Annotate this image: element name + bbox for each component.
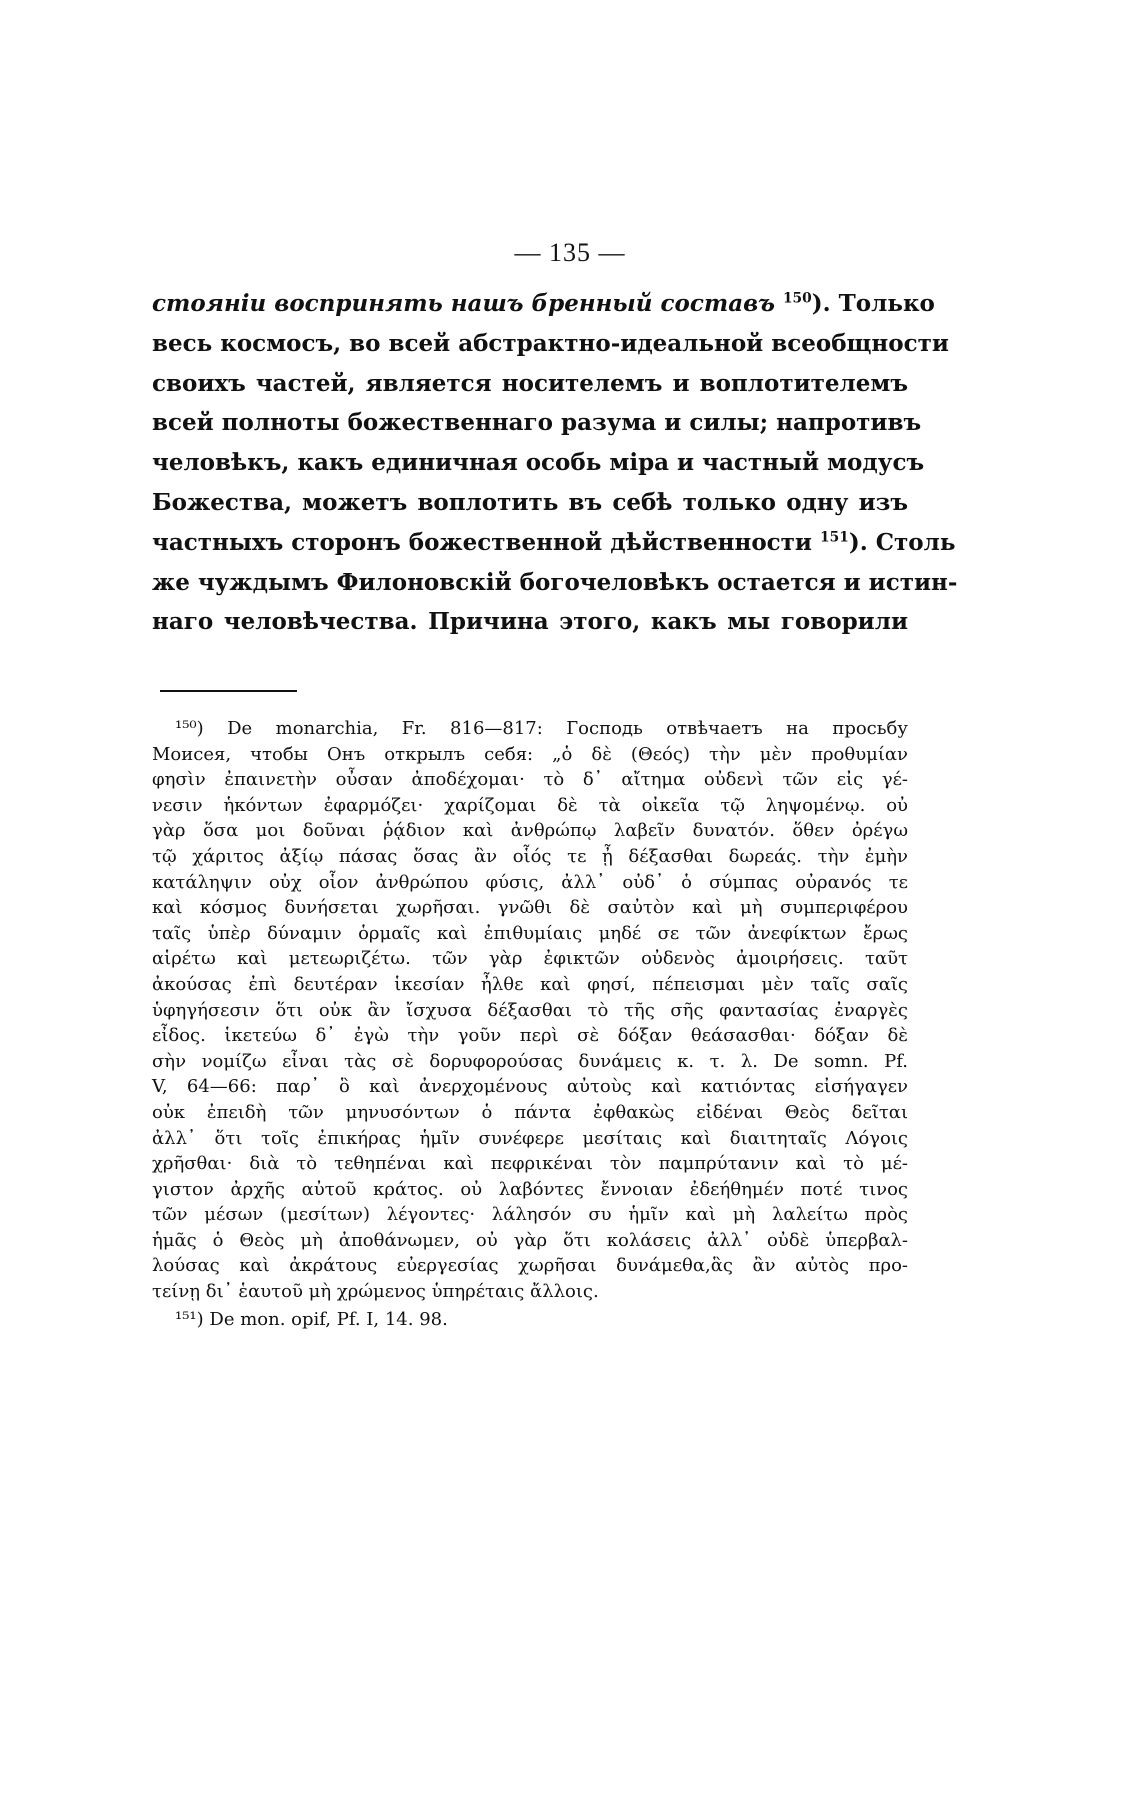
footnote-150-line: χρῆσθαι· διὰ τὸ τεθηπέναι καὶ πεφρικέναι τὸν παμπρύτανιν καὶ τὸ μέ- <box>152 1153 908 1175</box>
footnote-151: ¹⁵¹) De mon. opif, Pf. I, 14. 98. <box>175 1308 448 1330</box>
main-text-line: всей полноты божественнаго разума и силы; напротивъ <box>152 409 922 437</box>
footnote-150-line: σὴν νομίζω εἶναι τὰς σὲ δορυφορούσας δυνάμεις κ. τ. λ. De somn. Pf. <box>152 1050 908 1072</box>
footnote-150-line: γὰρ ὅσα μοι δοῦναι ῥᾴδιον καὶ ἀνθρώπῳ λαβεῖν δυνατόν. ὅθεν ὀρέγω <box>152 820 908 842</box>
footnote-150-line: ἀκούσας ἐπὶ δευτέραν ἱκεσίαν ἦλθε καὶ φησί, πέπεισμαι μὲν ταῖς σαῖς <box>152 973 908 995</box>
footnote-150-line: τείνῃ δι᾽ ἑαυτοῦ μὴ χρώμενος ὑπηρέταις ἄλλοις. <box>152 1281 599 1303</box>
footnote-separator <box>160 690 297 692</box>
footnotes <box>152 716 908 1332</box>
main-text-line: своихъ частей, является носителемъ и воплотителемъ <box>152 369 908 397</box>
footnote-150-line: ταῖς ὑπὲρ δύναμιν ὁρμαῖς καὶ ἐπιθυμίαις μηδέ σε τῶν ἀνεφίκτων ἔρως <box>152 922 908 944</box>
main-text-line: стояніи воспринять нашъ бренный составъ $^{150}$). Только <box>152 290 935 317</box>
footnote-ref-150: 150 <box>782 290 812 307</box>
footnote-150-line: λούσας καὶ ἀκράτους εὐεργεσίας χωρῆσαι δυνάμεθα,ἃς ἂν αὐτὸς προ- <box>152 1255 908 1277</box>
footnote-150-line: οὐκ ἐπειδὴ τῶν μηνυσόντων ὁ πάντα ἐφθακὼς εἰδέναι Θεὸς δεῖται <box>152 1101 908 1123</box>
footnote-150-line: Моисея, чтобы Онъ открылъ себя: „ὁ δὲ (Θεός) τὴν μὲν προθυμίαν <box>152 743 908 765</box>
main-text-line: наго человѣчества. Причина этого, какъ мы говорили <box>152 608 908 636</box>
footnote-ref-151: 151 <box>820 529 849 546</box>
footnote-150-line: αἱρέτω καὶ μετεωριζέτω. τῶν γὰρ ἐφικτῶν οὐδενὸς ἀμοιρήσεις. ταῦτ <box>152 948 908 970</box>
main-text-line: человѣкъ, какъ единичная особь міра и частный модусъ <box>152 449 925 477</box>
footnote-150-line: ἡμᾶς ὁ Θεὸς μὴ ἀποθάνωμεν, οὐ γὰρ ὅτι κολάσεις ἀλλ᾽ οὐδὲ ὑπερβαλ- <box>152 1229 908 1251</box>
footnote-150-line: φησὶν ἐπαινετὴν οὖσαν ἀποδέχομαι· τὸ δ᾽ αἴτημα οὐδενὶ τῶν εἰς γέ- <box>152 769 908 791</box>
main-text-line: весь космосъ, во всей абстрактно-идеальной всеобщности <box>152 329 949 357</box>
footnote-150-line: V, 64—66: παρ᾽ ὃ καὶ ἀνερχομένους αὐτοὺς καὶ κατιόντας εἰσήγαγεν <box>152 1076 908 1098</box>
footnote-150-line: γιστον ἀρχῆς αὐτοῦ κράτος. οὐ λαβόντες ἔννοιαν ἐδεήθημέν ποτέ τινος <box>152 1178 908 1200</box>
footnote-150-line: ¹⁵⁰) De monarchia, Fr. 816—817: Господь отвѣчаетъ на просьбу <box>175 718 908 739</box>
main-text-line: же чуждымъ Филоновскій богочеловѣкъ остается и истин- <box>152 568 958 596</box>
footnote-150-line: τῶν μέσων (μεσίτων) λέγοντες· λάλησόν συ ἡμῖν καὶ μὴ λαλείτω πρὸς <box>152 1204 908 1226</box>
main-text-italic-phrase: стояніи воспринять нашъ бренный составъ <box>152 290 775 317</box>
main-text-line: частныхъ сторонъ божественной дѣйственности $^{151}$). Столь <box>152 528 956 556</box>
page-number: — 135 — <box>514 238 626 267</box>
footnote-150-line: νεσιν ἡκόντων ἐφαρμόζει· χαρίζομαι δὲ τὰ οἰκεῖα τῷ ληψομένῳ. οὐ <box>152 794 908 816</box>
main-text-line: Божества, можетъ воплотить въ себѣ только одну изъ <box>152 488 908 516</box>
footnote-150-line: ὑφηγήσεσιν ὅτι οὐκ ἂν ἴσχυσα δέξασθαι τὸ τῆς σῆς φαντασίας ἐναργὲς <box>152 999 908 1021</box>
main-text <box>152 284 958 642</box>
footnote-150-line: κατάληψιν οὐχ οἷον ἀνθρώπου φύσις, ἀλλ᾽ οὐδ᾽ ὁ σύμπας οὐρανός τε <box>152 871 908 893</box>
footnote-150-line: καὶ κόσμος δυνήσεται χωρῆσαι. γνῶθι δὲ σαὐτὸν καὶ μὴ συμπεριφέρου <box>152 897 908 919</box>
footnote-150-line: τῷ χάριτος ἀξίῳ πάσας ὅσας ἂν οἷός τε ᾖ δέξασθαι δωρεάς. τὴν ἐμὴν <box>152 845 908 867</box>
footnote-150-line: ἀλλ᾽ ὅτι τοῖς ἐπικήρας ἡμῖν συνέφερε μεσίταις καὶ διαιτηταῖς Λόγοις <box>152 1127 908 1149</box>
footnote-150-line: εἶδος. ἱκετεύω δ᾽ ἐγὼ τὴν γοῦν περὶ σὲ δόξαν θεάσασθαι· δόξαν δὲ <box>152 1025 908 1047</box>
